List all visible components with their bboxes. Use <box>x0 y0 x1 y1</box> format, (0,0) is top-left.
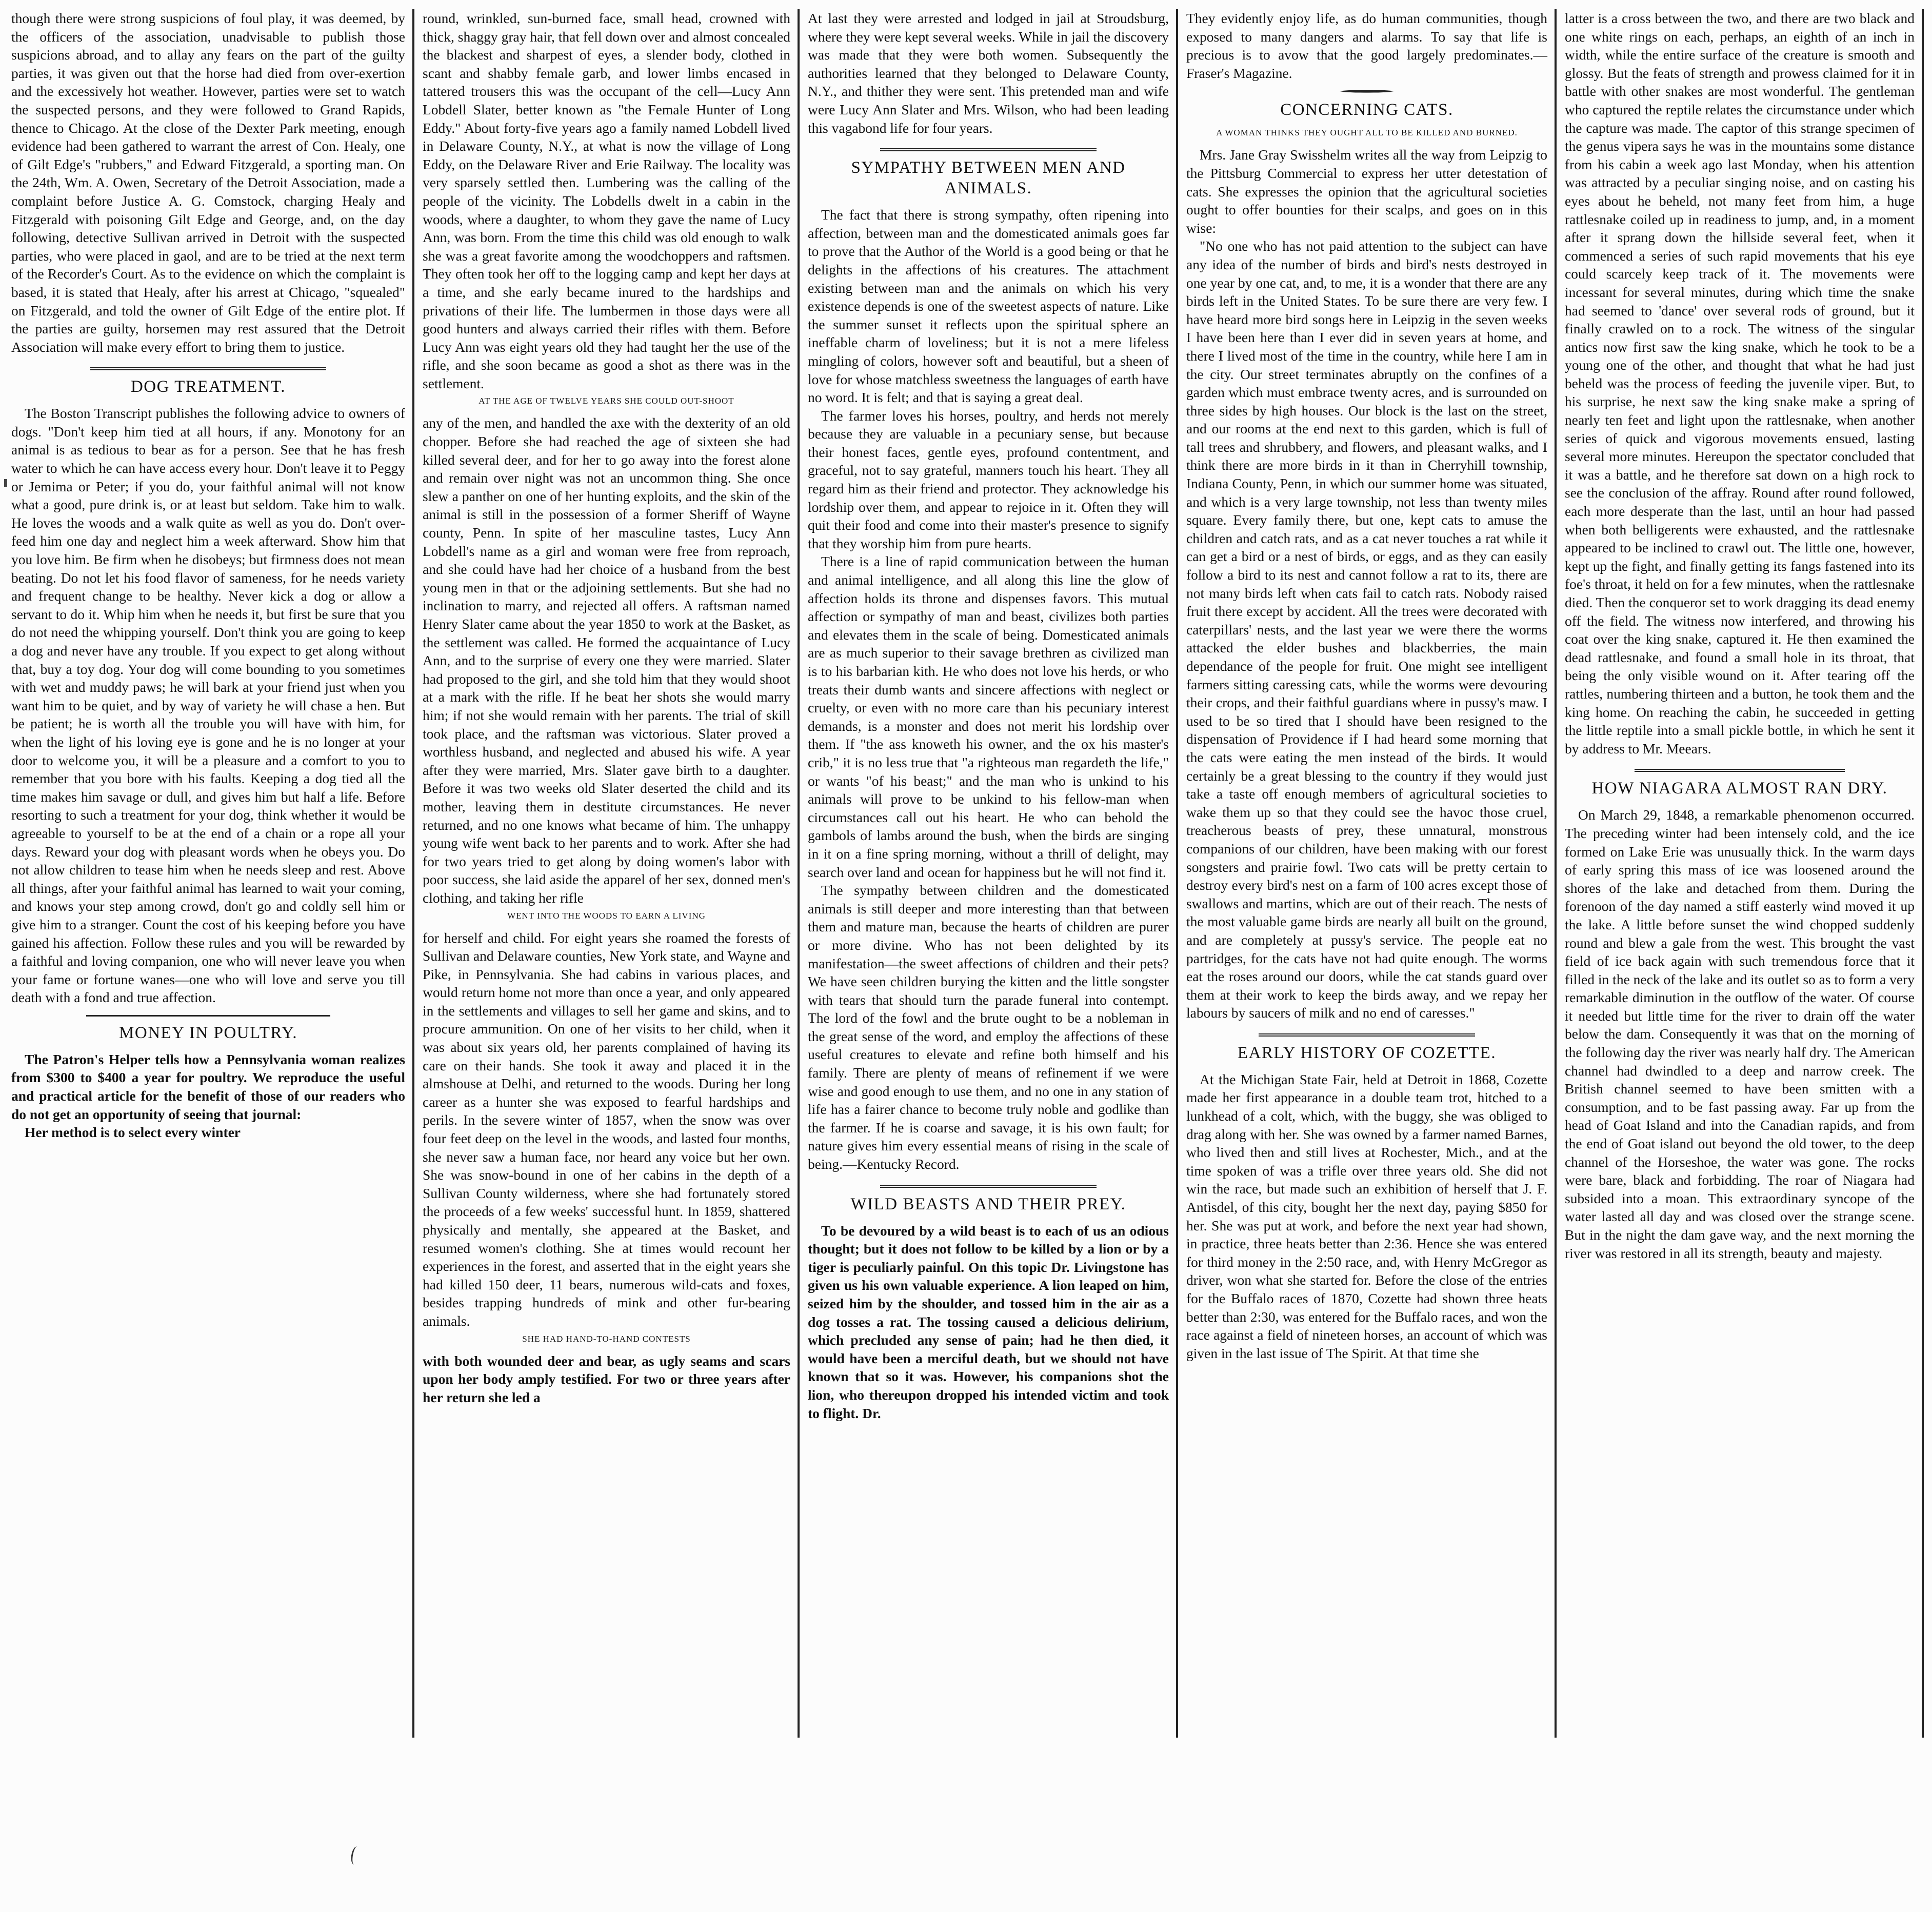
headline-dog-treatment: DOG TREATMENT. <box>130 377 286 396</box>
article-text: The Patron's Helper tells how a Pennsylvania woman realizes from $300 to $400 a year for poultry. We reproduce the useful and practical article for the benefit of those of our readers who do not get an opportunity of seeing that journal: <box>11 1051 405 1122</box>
divider <box>90 367 327 370</box>
headline-cozette: EARLY HISTORY OF COZETTE. <box>1237 1043 1497 1062</box>
subheading: WENT INTO THE WOODS TO EARN A LIVING <box>507 910 706 921</box>
article-text: Her method is to select every winter <box>25 1124 241 1141</box>
margin-mark <box>4 479 7 487</box>
article-text: with both wounded deer and bear, as ugly seams and scars upon her body amply testified. For two or three years after her return she led a <box>423 1352 790 1405</box>
subheading: AT THE AGE OF TWELVE YEARS SHE COULD OUT-SHOOT <box>479 396 734 406</box>
article-text: The Boston Transcript publishes the following advice to owners of dogs. "Don't keep him tied at all hours, if any. Monotony for an animal is as tedious to bear as for a person. See that he has fresh water to which he can have access every hour. Don't leave it to Peggy or Jemima or Peter; if you do, your faithful animal will not know what a good, pure drink is, or at least but seldom. Take him to walk. He loves the woods and a walk quite as well as you do. Don't over-feed him one day and neglect him a week afterward. Show him that you love him. Be firm when he disobeys; but firmness does not mean beating. Do not let his food flavor of sameness, for he needs variety and frequent change to be healthy. Never kick a dog or allow a servant to do it. Whip him when he needs it, but first be sure that you do not need the whipping yourself. Don't think you are going to keep a dog and never have any trouble. If you expect to get along without that, buy a toy dog. Your dog will come bounding to you sometimes with wet and muddy paws; he will bark at your friend just when you want him to be quiet, and by way of variety he will chase a hen. But be patient; he is worth all the trouble you will have with him, for when the light of his loving eye is gone and he is no longer at your door to welcome you, it will be a pleasure and a comfort to you to remember that you bore with his faults. Keeping a dog tied all the time makes him savage or dull, and gives him but half a life. Before resorting to such a treatment for your dog, think whether it would be agreeable to yourself to be at the end of a chain or a rope all your days. Reward your dog with pleasant words when he obeys you. Do not allow children to tease him when he needs sleep and rest. Above all things, after your faithful animal has learned to wait your coming, and knows your step among crowd, don't go and coldly sell him or give him to a stranger. Count the cost of his keeping before you have gained his affection. Follow these rules and you will be rewarded by a faithful and loving companion, one who will never leave you when your fame or fortune wanes—one who will love and serve you till death with a fond and true affection. <box>11 405 405 1006</box>
divider <box>880 148 1097 151</box>
column-4 <box>1186 9 1557 1738</box>
article-text: though there were strong suspicions of foul play, it was deemed, by the officers of the association, unadvisable to publish those suspicions abroad, and to allay any fears on the part of the guilty parties, it was given out that the horse had died from over-exertion and the excessively hot weather. However, parties were set to watch the suspected persons, and they were followed to Grand Rapids, thence to Chicago. At the close of the Dexter Park meeting, enough evidence had been gathered to warrant the arrest of Con. Healy, one of Gilt Edge's "rubbers," and Edward Fitzgerald, a sporting man. On the 24th, Wm. A. Owen, Secretary of the Detroit Association, made a complaint before Justice A. G. Comstock, charging Healy and Fitzgerald with poisoning Gilt Edge and George, and, on the day following, detective Sullivan arrived in Detroit with the suspected parties, who were placed in gaol, and are to be tried at the next term of the Recorder's Court. As to the evidence on which the complaint is based, it is stated that Healy, after his arrest at Chicago, "squealed" on Fitzgerald, and told the owner of Gilt Edge of the entire plot. If the parties are guilty, horsemen may rest assured that the Detroit Association will make every effort to bring them to justice. <box>11 10 405 355</box>
headline-money-in-poultry: MONEY IN POULTRY. <box>119 1023 297 1042</box>
divider <box>1635 769 1844 772</box>
divider <box>1259 1033 1475 1037</box>
headline-niagara: HOW NIAGARA ALMOST RAN DRY. <box>1591 779 1888 798</box>
article-text: The farmer loves his horses, poultry, and herds not merely because they are valuable in a pecuniary sense, but because their honest faces, gentle eyes, profound contentment, and graceful, not to say grateful, manners touch his heart. They all regard him as their friend and protector. They acknowledge his lordship over them, and appear to rejoice in it. Often they will quit their food and come into their master's presence to signify that they worship him from pure hearts. <box>808 407 1169 551</box>
article-text: The fact that there is strong sympathy, often ripening into affection, between man and the domesticated animals goes far to prove that the Author of the World is a good being or that he delights in the affections of his creatures. The attachment existing between man and the animals on which his very existence depends is one of the sweetest aspects of nature. Like the summer sunset it reflects upon the spiritual sphere an ineffable charm of loveliness; but it is not a mere lifeless mingling of colors, however soft and beautiful, but a sheen of love for whose matchless sweetness the languages of earth have no word. It is felt; and that is saying a great deal. <box>808 207 1169 406</box>
article-text: On March 29, 1848, a remarkable phenomenon occurred. The preceding winter had been intensely cold, and the ice formed on Lake Erie was unusually thick. In the warm days of early spring this mass of ice was loosened around the shores of the lake and detached from them. During the forenoon of the day named a stiff easterly wind moved it up the lake. A little before sunset the wind chopped suddenly round and blew a gale from the west. This brought the vast field of ice back again with such tremendous force that it filled in the neck of the lake and its outlet so as to form a very remarkable diminution in the outflow of the water. Of course it needed but little time for the river to drain off the water below the dam. Consequently it was that on the morning of the following day the river was nearly half dry. The American channel had dwindled to a deep and narrow creek. The British channel seemed to have been smitten with a consumption, and to be fast passing away. Far up from the head of Goat Island and into the Canadian rapids, and from the end of Goat island out beyond the old tower, to the deep channel of the Horseshoe, the water was gone. The rocks were bare, black and forbidding. The roar of Niagara had subsided into a moan. This extraordinary syncope of the water lasted all day and was closed over the strange scene. But in the night the dam gave way, and the next morning the river was restored in all its strength, beauty and majesty. <box>1565 807 1915 1261</box>
headline-wild-beasts: WILD BEASTS AND THEIR PREY. <box>850 1194 1126 1213</box>
article-text: round, wrinkled, sun-burned face, small head, crowned with thick, shaggy gray hair, that fell down over and almost concealed the blackest and sharpest of eyes, a slender body, clothed in scant and shabby female garb, and lower limbs encased in tattered trousers this was the occupant of the cell—Lucy Ann Lobdell Slater, better known as "the Female Hunter of Long Eddy." About forty-five years ago a family named Lobdell lived in Delaware County, N.Y., at what is now the village of Long Eddy, on the Delaware River and Erie Railway. The locality was very sparsely settled then. Lumbering was the calling of the people of the vicinity. The Lobdells dwelt in a cabin in the woods, where a daughter, to whom they gave the name of Lucy Ann, was born. From the time this child was old enough to walk she was a great favorite among the woodchoppers and raftsmen. They often took her off to the logging camp and kept her days at a time, and she early became inured to the hardships and privations of their life. The lumbermen in those days were all good hunters and always carried their rifles with them. Before Lucy Ann was eight years old they had taught her the use of the rifle, and she soon became as good a shot as there was in the settlement. <box>423 10 790 391</box>
column-2 <box>423 9 800 1738</box>
subheading: SHE HAD HAND-TO-HAND CONTESTS <box>522 1333 691 1344</box>
article-text: any of the men, and handled the axe with the dexterity of an old chopper. Before she had reached the age of sixteen she had killed several deer, and for her to go away into the forest alone and remain over night was not an uncommon thing. She once slew a panther on one of her hunting exploits, and the skin of the animal is still in the possession of a former Sheriff of Wayne county, Penn. In spite of her masculine tastes, Lucy Ann Lobdell's name as a girl and woman were free from reproach, and she could have had her choice of a husband from the best young men in that or the adjoining settlements. But she had no inclination to marry, and rejected all offers. A raftsman named Henry Slater came about the year 1850 to work at the Basket, as the settlement was called. He formed the acquaintance of Lucy Ann, and to the surprise of every one they were married. Slater had proposed to the girl, and she told him that they would shoot at a mark with the rifle. If he beat her shots she would marry him; if not she would remain with her parents. The trial of skill took place, and the raftsman was victorious. Slater proved a worthless husband, and neglected and abused his wife. A year after they were married, Mrs. Slater gave birth to a daughter. Before it was two weeks old Slater deserted the child and its mother, leaving them in destitute circumstances. He never returned, and no one knows what became of him. The unhappy young wife went back to her parents and to work. After she had for two years tried to get along by doing women's labor with poor success, she laid aside the apparel of her sex, donned men's clothing, and taking her rifle <box>423 415 790 906</box>
subheading: A WOMAN THINKS THEY OUGHT ALL TO BE KILLED AND BURNED. <box>1216 128 1518 138</box>
article-text: They evidently enjoy life, as do human communities, though exposed to many dangers and alarms. To say that life is precious is to avow that the good largely predominates.—Fraser's Magazine. <box>1186 10 1547 81</box>
column-3 <box>808 9 1178 1738</box>
article-text: At the Michigan State Fair, held at Detroit in 1868, Cozette made her first appearance in a double team trot, hitched to a lunkhead of a colt, which, with the buggy, she was obliged to drag along with her. She was owned by a farmer named Barnes, who lived then and still lives at Rochester, Mich., and at the time spoken of was a trifle over three years old. She did not win the race, but made such an exhibition of herself that J. F. Antisdel, of this city, bought her the next day, paying $850 for her. She was put at work, and before the next year had shown, in practice, three heats better than 2:36. Hence she was entered for third money in the 2:50 race, and, with Henry McGregor as driver, won what she started for. Before the close of the entries for the Buffalo races of 1870, Cozette had shown three heats better than 2:30, was entered for the Buffalo races, and won the race against a field of nineteen horses, an account of which was given in the last issue of The Spirit. At that time she <box>1186 1071 1547 1361</box>
column-5 <box>1565 9 1924 1738</box>
divider <box>880 1185 1097 1188</box>
article-text: for herself and child. For eight years she roamed the forests of Sullivan and Delaware counties, New York state, and Wayne and Pike, in Pennsylvania. She had cabins in various places, and would return home not more than once a year, and only appeared in the settlements and villages to sell her game and skins, and to procure ammunition. On one of her visits to her child, when it was about six years old, her parents complained of having its care on their hands. She took it away and placed it in the almshouse at Delhi, and returned to the woods. During her long career as a hunter she was exposed to fearful hardships and perils. In the severe winter of 1857, when the snow was over four feet deep on the level in the woods, and lasted four months, she never saw a human face, nor heard any voice but her own. She was snow-bound in one of her cabins in the depth of a Sullivan County wilderness, where she had fortunately stored the proceeds of a few weeks' successful hunt. In 1859, shattered physically and mentally, she appeared at the Basket, and resumed women's clothing. She at times would recount her experiences in the forest, and asserted that in the eight years she had killed 150 deer, 11 bears, numerous wild-cats and foxes, besides trapping hundreds of mink and other fur-bearing animals. <box>423 929 790 1329</box>
headline-sympathy: SYMPATHY BETWEEN MEN AND ANIMALS. <box>851 158 1126 198</box>
article-text: There is a line of rapid communication between the human and animal intelligence, and all along this line the glow of affection holds its throne and dispenses favors. This mutual affection or sympathy of man and beast, civilizes both parties and elevates them in the scale of being. Domesticated animals are as much superior to their savage brethren as civilized man is to his barbarian kith. He who does not love his herds, or who treats their dumb wants and sincere affections with neglect or cruelty, or even with no more care than his pecuniary interest demands, is a monster and does not merit his lordship over them. If "the ass knoweth his owner, and the ox his master's crib," it is no less true that "a righteous man regardeth the life," or wants "of his beast;" and the man who is unkind to his animals will prove to be unkind to his fellow-man when circumstances call out his heart. He who can behold the gambols of lambs around the bush, when the birds are singing in it on a fine spring morning, without a thrill of delight, may search over land and ocean for happiness but he will not find it. <box>808 553 1169 880</box>
ink-mark <box>350 1846 362 1865</box>
article-text: To be devoured by a wild beast is to each of us an odious thought; but it does not follow to be killed by a lion or by a tiger is peculiarly painful. On this topic Dr. Livingstone has given us his own valuable experience. A lion leaped on him, seized him by the shoulder, and tossed him in the air as a dog tosses a rat. The tossing caused a delicious delirium, which precluded any sense of pain; had he then died, it would have been a merciful death, but we should not have known that so it was. However, his companions shot the lion, who thereupon dropped his intended victim and took to flight. Dr. <box>808 1222 1169 1421</box>
article-text: "No one who has not paid attention to the subject can have any idea of the number of birds and bird's nests destroyed in one year by one cat, and, to me, it is a wonder that there are any birds left in the United States. To be sure there are very few. I have heard more bird songs here in Leipzig in the seven weeks I have been here than I ever did in seven years at home, and there I lived most of the time in the country, while here I am in the city. Our street terminates abruptly on the confines of a garden which must embrace twenty acres, and is surrounded on three sides by high houses. Our block is the last on the street, and our rooms at the end next to this garden, which is full of tall trees and shrubbery, and flowers, and pleasant walks, and I think there are more birds in it than in Cherryhill township, Indiana County, Penn, in which our summer home was situated, and which is a very large township, not less than twenty miles square. Every family there, but one, kept cats to amuse the children and catch rats, and as a cat never touches a rat while it can get a bird or a nest of birds, or eggs, and as they can easily follow a bird to its nest and cannot follow a rat to its, there are not many birds left when cats fail to catch rats. Nobody raised fruit there except by accident. All the trees were decorated with caterpillars' nests, and the last year we were there the worms attacked the elder bushes and blackberries, the main dependance of the people for fruit. One might see intelligent farmers sitting caressing cats, while the worms were devouring their crops, and their faithful guardians where in pussy's maw. I used to be so tired that I should have been resigned to the dispensation of Providence if I had heard some morning that the cats were eating the men instead of the birds. It would certainly be a great blessing to the country if they would just take a taste off enough members of agricultural societies to wake them up so that they could see the havoc those cruel, treacherous beasts of prey, these unnatural, monstrous companions of our children, have been making with our forest songsters and prairie fowl. Two cats will be pretty certain to destroy every bird's nest on a farm of 100 acres except those of swallows and martins, which are out of their reach. The nests of the most valuable game birds are nearly all built on the ground, and are completely at pussy's service. The people eat no partridges, for the cats have not had quite enough. The worms eat the roses around our doors, while the cat stands guard over them at their work to keep the birds away, and we repay her labours by saucers of milk and no end of caresses." <box>1186 238 1547 1021</box>
divider <box>86 1015 330 1017</box>
article-text: latter is a cross between the two, and there are two black and one white rings on each, perhaps, an eighth of an inch in width, while the entire surface of the creature is smooth and glossy. But the feats of strength and prowess claimed for it in battle with other snakes are most wonderful. The gentleman who captured the reptile relates the circumstance under which the capture was made. The captor of this strange specimen of the genus vipera says he was in the mountains some distance from his cabin a week ago last Monday, when his attention was attracted by a peculiar singing noise, and on casting his eyes about he beheld, not many feet from him, a huge rattlesnake coiled up in readiness to jump, and, in a moment after it sprang down the hillside several feet, when it commenced a series of such rapid movements that his eye could scarcely keep track of it. The movements were incessant for several minutes, during which time the snake had seemed to 'dance' over several rods of ground, but it finally crawled on to a rock. The witness of the singular antics now first saw the king snake, which he took to be a young one of the other, and thought that what he had just beheld was the process of feeding the juvenile viper. But, to his surprise, he next saw the king snake make a spring of nearly ten feet and light upon the rattlesnake, when another series of quick and vigorous movements ensued, lasting several more minutes. Hereupon the spectator concluded that it was a battle, and he therefore sat down on a high rock to see the conclusion of the affray. Round after round followed, each more desperate than the last, until an hour had passed when both belligerents were exhausted, and the rattlesnake appeared to be inclined to crawl out. The little one, however, kept up the fight, and finally getting its fangs fastened into its foe's throat, it held on for a few minutes, when the rattlesnake died. Then the conqueror set to work dragging its dead enemy off the field. The witness now interfered, and throwing his coat over the king snake, captured it. He then examined the dead rattlesnake, and found a small hole in its throat, that being the only visible wound on it. After tearing off the rattles, numbering thirteen and a button, he took them and the king home. On reaching the cabin, he succeeded in getting the little reptile into a small pickle bottle, in which he sent it by address to Mr. Meears. <box>1565 10 1915 756</box>
ornament-divider <box>1328 89 1405 93</box>
column-1 <box>11 9 414 1738</box>
article-text: The sympathy between children and the domesticated animals is still deeper and more interesting than that between them and mature man, because the hearts of children are purer or more divine. Who has not been delighted by its manifestation—the sweet affections of children and their pets? We have seen children burying the kitten and the little songster with tears that should turn the parade funeral into contempt. The lord of the fowl and the brute ought to be a nobleman in the great sense of the word, and employ the affections of these useful creatures to elevate and refine both himself and his family. There are plenty of means of refinement if we were wise and good enough to use them, and no one in any station of life has a fairer chance to become truly noble and godlike than the farmer. If he is coarse and savage, it is his own fault; for nature gives him every essential means of rising in the scale of being.—Kentucky Record. <box>808 882 1169 1172</box>
article-text: Mrs. Jane Gray Swisshelm writes all the way from Leipzig to the Pittsburg Commercial to express her utter detestation of cats. She expresses the opinion that the agricultural societies ought to offer bounties for their scalps, and goes on in this wise: <box>1186 147 1547 236</box>
headline-concerning-cats: CONCERNING CATS. <box>1280 101 1453 120</box>
article-text: At last they were arrested and lodged in jail at Stroudsburg, where they were kept several weeks. While in jail the discovery was made that they were both women. Subsequently the authorities learned that they belonged to Delaware County, N.Y., and thither they were sent. This pretended man and wife were Lucy Ann Slater and Mrs. Wilson, who had been leading this vagabond life for four years. <box>808 10 1169 136</box>
